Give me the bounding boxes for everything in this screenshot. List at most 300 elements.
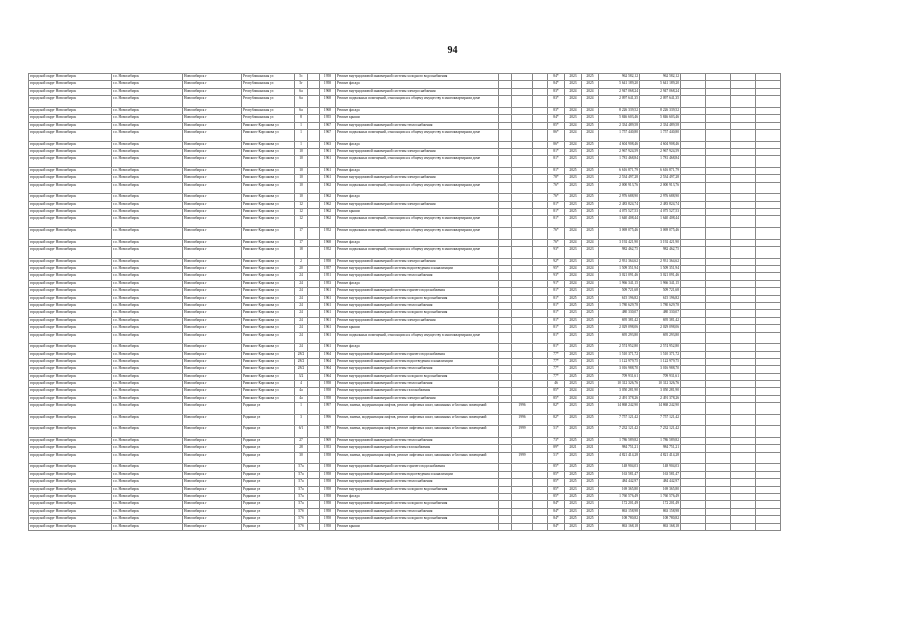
building-cell	[308, 96, 320, 108]
settlement-cell: г.о. Новосибирск	[112, 523, 183, 530]
blank-cell	[731, 266, 756, 273]
district-cell: городской округ Новосибирск	[29, 358, 112, 365]
wear-cell: 83*	[548, 96, 565, 108]
marker-cell	[533, 201, 548, 208]
table-row	[29, 129, 781, 141]
house-cell: 6а	[295, 96, 308, 108]
wear-cell: 81*	[548, 201, 565, 208]
cost-total-cell: 2 534 497,28	[599, 175, 640, 182]
locality-cell: Новосибирск г	[183, 228, 242, 240]
year-built-cell: 1961	[320, 295, 336, 302]
blank-cell	[706, 280, 731, 287]
blank-cell	[731, 182, 756, 194]
locality-cell: Новосибирск г	[183, 302, 242, 309]
cost-fund-cell: 1 786 589,82	[640, 438, 681, 445]
work-type-cell: Ремонт крыши	[336, 325, 499, 332]
cost-total-cell: 863 168,18	[599, 523, 640, 530]
district-cell: городской округ Новосибирск	[29, 395, 112, 402]
year-built-cell: 1961	[320, 325, 336, 332]
marker-cell	[533, 344, 548, 351]
blank-cell	[756, 295, 781, 302]
work-type-cell: Ремонт подвальных помещений, относящихся к общему имуществу в многоквартирном доме	[336, 182, 499, 194]
district-cell: городской округ Новосибирск	[29, 479, 112, 486]
blank-cell	[681, 508, 706, 515]
street-cell: Римского-Корсакова ул	[242, 167, 295, 174]
work-type-cell: Ремонт подвальных помещений, относящихся к общему имуществу в многоквартирном доме	[336, 228, 499, 240]
cost-fund-cell: 1 757 440,80	[640, 129, 681, 141]
district-cell: городской округ Новосибирск	[29, 288, 112, 295]
building-cell	[308, 523, 320, 530]
blank-cell	[706, 239, 731, 246]
street-cell: Республиканская ул	[242, 88, 295, 95]
wear-cell: 76*	[548, 194, 565, 201]
blank-cell	[706, 452, 731, 464]
blank-cell	[756, 471, 781, 478]
district-cell: городской округ Новосибирск	[29, 344, 112, 351]
plan-start-cell: 2023	[565, 115, 582, 122]
blank-cell	[681, 182, 706, 194]
locality-cell: Новосибирск г	[183, 141, 242, 148]
street-cell: Римского-Корсакова ул	[242, 332, 295, 344]
building-cell	[308, 280, 320, 287]
plan-start-cell: 2025	[565, 167, 582, 174]
lift-year-cell	[512, 273, 533, 280]
building-cell	[308, 479, 320, 486]
settlement-cell: г.о. Новосибирск	[112, 182, 183, 194]
blank-cell	[681, 479, 706, 486]
year-built-cell: 1961	[320, 167, 336, 174]
table-row	[29, 148, 781, 155]
district-cell: городской округ Новосибирск	[29, 508, 112, 515]
house-cell: 24	[295, 325, 308, 332]
year-built-cell: 1961	[320, 310, 336, 317]
blank-cell	[681, 216, 706, 228]
lift-year-cell	[512, 295, 533, 302]
cost-fund-cell: 2 029 098,06	[640, 325, 681, 332]
building-cell	[308, 325, 320, 332]
lift-year-cell	[512, 115, 533, 122]
locality-cell: Новосибирск г	[183, 395, 242, 402]
marker-cell	[533, 156, 548, 168]
blank-cell	[681, 493, 706, 500]
table-row	[29, 426, 781, 438]
street-cell: Родники ул	[242, 523, 295, 530]
plan-start-cell: 2023	[565, 452, 582, 464]
street-cell: Республиканская ул	[242, 96, 295, 108]
building-cell	[308, 344, 320, 351]
table-row	[29, 247, 781, 259]
plan-end-cell: 2025	[582, 182, 599, 194]
blank-cell	[681, 148, 706, 155]
plan-end-cell: 2023	[582, 351, 599, 358]
extra-cell	[499, 516, 512, 523]
cost-fund-cell: 863 168,18	[640, 523, 681, 530]
district-cell: городской округ Новосибирск	[29, 351, 112, 358]
blank-cell	[681, 325, 706, 332]
cost-fund-cell: 14 868 242,90	[640, 403, 681, 415]
building-cell	[308, 403, 320, 415]
work-type-cell: Ремонт фасада	[336, 141, 499, 148]
blank-cell	[706, 273, 731, 280]
plan-start-cell: 2023	[565, 216, 582, 228]
table-row	[29, 266, 781, 273]
year-built-cell: 1968	[320, 239, 336, 246]
blank-cell	[756, 344, 781, 351]
lift-year-cell	[512, 141, 533, 148]
building-cell	[308, 74, 320, 81]
cost-total-cell: 163 581,47	[599, 471, 640, 478]
blank-cell	[756, 501, 781, 508]
district-cell: городской округ Новосибирск	[29, 96, 112, 108]
blank-cell	[731, 351, 756, 358]
year-built-cell: 1968	[320, 96, 336, 108]
blank-cell	[681, 247, 706, 259]
settlement-cell: г.о. Новосибирск	[112, 148, 183, 155]
cost-fund-cell: 1 122 979,75	[640, 358, 681, 365]
house-cell: 8	[295, 115, 308, 122]
lift-year-cell	[512, 258, 533, 265]
plan-end-cell: 2023	[582, 247, 599, 259]
work-type-cell: Ремонт внутридомовой инженерной системы горячего водоснабжения	[336, 464, 499, 471]
blank-cell	[756, 216, 781, 228]
blank-cell	[681, 107, 706, 114]
blank-cell	[756, 201, 781, 208]
plan-start-cell: 2024	[565, 280, 582, 287]
street-cell: Родники ул	[242, 426, 295, 438]
extra-cell	[499, 445, 512, 452]
work-type-cell: Ремонт внутридомовой инженерной системы теплоснабжения	[336, 381, 499, 388]
table-row	[29, 182, 781, 194]
year-built-cell: 1969	[320, 438, 336, 445]
locality-cell: Новосибирск г	[183, 452, 242, 464]
table-row	[29, 258, 781, 265]
lift-year-cell	[512, 381, 533, 388]
cost-fund-cell: 2 491 378,26	[640, 395, 681, 402]
locality-cell: Новосибирск г	[183, 216, 242, 228]
district-cell: городской округ Новосибирск	[29, 516, 112, 523]
blank-cell	[756, 414, 781, 426]
house-cell: 4	[295, 381, 308, 388]
blank-cell	[756, 122, 781, 129]
building-cell	[308, 351, 320, 358]
blank-cell	[731, 209, 756, 216]
table-row	[29, 358, 781, 365]
house-cell: 28	[295, 445, 308, 452]
settlement-cell: г.о. Новосибирск	[112, 288, 183, 295]
blank-cell	[756, 358, 781, 365]
table-row	[29, 167, 781, 174]
blank-cell	[681, 344, 706, 351]
lift-year-cell	[512, 325, 533, 332]
plan-end-cell: 2024	[582, 395, 599, 402]
blank-cell	[706, 438, 731, 445]
blank-cell	[681, 201, 706, 208]
locality-cell: Новосибирск г	[183, 266, 242, 273]
extra-cell	[499, 471, 512, 478]
street-cell: Римского-Корсакова ул	[242, 288, 295, 295]
year-built-cell: 1963	[320, 141, 336, 148]
house-cell: 20	[295, 266, 308, 273]
lift-year-cell	[512, 280, 533, 287]
blank-cell	[756, 508, 781, 515]
extra-cell	[499, 74, 512, 81]
blank-cell	[681, 332, 706, 344]
extra-cell	[499, 209, 512, 216]
blank-cell	[681, 310, 706, 317]
blank-cell	[681, 426, 706, 438]
district-cell: городской округ Новосибирск	[29, 141, 112, 148]
lift-year-cell	[512, 332, 533, 344]
street-cell: Республиканская ул	[242, 107, 295, 114]
plan-start-cell: 2024	[565, 239, 582, 246]
blank-cell	[731, 216, 756, 228]
building-cell	[308, 317, 320, 324]
street-cell: Римского-Корсакова ул	[242, 129, 295, 141]
work-type-cell: Ремонт внутридомовой инженерной системы электроснабжения	[336, 88, 499, 95]
work-type-cell: Ремонт внутридомовой инженерной системы водоотведения и канализации	[336, 471, 499, 478]
extra-cell	[499, 88, 512, 95]
lift-year-cell	[512, 508, 533, 515]
street-cell: Римского-Корсакова ул	[242, 302, 295, 309]
blank-cell	[706, 129, 731, 141]
building-cell	[308, 310, 320, 317]
house-cell: 24	[295, 317, 308, 324]
plan-start-cell: 2024	[565, 96, 582, 108]
blank-cell	[681, 501, 706, 508]
wear-cell: 77*	[548, 358, 565, 365]
cost-total-cell: 7 232 121,42	[599, 426, 640, 438]
cost-fund-cell: 2 931 364,62	[640, 258, 681, 265]
wear-cell: 83*	[548, 88, 565, 95]
house-cell: 57б	[295, 516, 308, 523]
lift-year-cell: 1999	[512, 452, 533, 464]
cost-total-cell: 3 069 075,46	[599, 228, 640, 240]
settlement-cell: г.о. Новосибирск	[112, 96, 183, 108]
year-built-cell: 1962	[320, 182, 336, 194]
marker-cell	[533, 280, 548, 287]
cost-fund-cell: 5 846 603,46	[640, 115, 681, 122]
year-built-cell: 1958	[320, 81, 336, 88]
wear-cell: 81*	[548, 332, 565, 344]
blank-cell	[681, 258, 706, 265]
plan-end-cell: 2025	[582, 194, 599, 201]
blank-cell	[681, 239, 706, 246]
plan-end-cell: 2024	[582, 96, 599, 108]
blank-cell	[756, 493, 781, 500]
work-type-cell: Ремонт внутридомовой инженерной системы газоснабжения	[336, 445, 499, 452]
building-cell	[308, 464, 320, 471]
blank-cell	[731, 358, 756, 365]
year-built-cell: 1958	[320, 388, 336, 395]
marker-cell	[533, 247, 548, 259]
blank-cell	[756, 426, 781, 438]
cost-fund-cell: 982 462,75	[640, 247, 681, 259]
district-cell: городской округ Новосибирск	[29, 426, 112, 438]
marker-cell	[533, 438, 548, 445]
blank-cell	[756, 332, 781, 344]
lift-year-cell	[512, 516, 533, 523]
blank-cell	[731, 381, 756, 388]
marker-cell	[533, 258, 548, 265]
cost-fund-cell: 7 757 121,42	[640, 414, 681, 426]
marker-cell	[533, 115, 548, 122]
blank-cell	[756, 351, 781, 358]
plan-end-cell: 2025	[582, 523, 599, 530]
extra-cell	[499, 295, 512, 302]
year-built-cell: 1958	[320, 523, 336, 530]
building-cell	[308, 414, 320, 426]
blank-cell	[731, 403, 756, 415]
blank-cell	[706, 201, 731, 208]
blank-cell	[706, 288, 731, 295]
street-cell: Римского-Корсакова ул	[242, 310, 295, 317]
locality-cell: Новосибирск г	[183, 122, 242, 129]
year-built-cell: 1958	[320, 395, 336, 402]
wear-cell: 81*	[548, 295, 565, 302]
street-cell: Родники ул	[242, 471, 295, 478]
lift-year-cell	[512, 317, 533, 324]
lift-year-cell: 1999	[512, 426, 533, 438]
cost-total-cell: 148 904,03	[599, 464, 640, 471]
blank-cell	[706, 471, 731, 478]
work-type-cell: Ремонт внутридомовой инженерной системы горячего водоснабжения	[336, 351, 499, 358]
settlement-cell: г.о. Новосибирск	[112, 471, 183, 478]
blank-cell	[681, 167, 706, 174]
settlement-cell: г.о. Новосибирск	[112, 445, 183, 452]
blank-cell	[681, 445, 706, 452]
extra-cell	[499, 344, 512, 351]
cost-fund-cell: 163 581,47	[640, 471, 681, 478]
blank-cell	[731, 317, 756, 324]
marker-cell	[533, 395, 548, 402]
settlement-cell: г.о. Новосибирск	[112, 122, 183, 129]
street-cell: Римского-Корсакова ул	[242, 317, 295, 324]
cost-fund-cell: 3 192 421,90	[640, 239, 681, 246]
settlement-cell: г.о. Новосибирск	[112, 388, 183, 395]
settlement-cell: г.о. Новосибирск	[112, 175, 183, 182]
marker-cell	[533, 332, 548, 344]
work-type-cell: Ремонт внутридомовой инженерной системы теплоснабжения	[336, 438, 499, 445]
blank-cell	[681, 273, 706, 280]
settlement-cell: г.о. Новосибирск	[112, 310, 183, 317]
district-cell: городской округ Новосибирск	[29, 501, 112, 508]
table-row	[29, 209, 781, 216]
street-cell: Римского-Корсакова ул	[242, 280, 295, 287]
lift-year-cell	[512, 366, 533, 373]
locality-cell: Новосибирск г	[183, 501, 242, 508]
plan-end-cell: 2025	[582, 81, 599, 88]
blank-cell	[756, 81, 781, 88]
house-cell: 27	[295, 438, 308, 445]
building-cell	[308, 445, 320, 452]
blank-cell	[681, 381, 706, 388]
street-cell: Римского-Корсакова ул	[242, 209, 295, 216]
locality-cell: Новосибирск г	[183, 493, 242, 500]
table-row	[29, 81, 781, 88]
house-cell: 10	[295, 194, 308, 201]
cost-total-cell: 695 293,80	[599, 332, 640, 344]
work-type-cell: Ремонт внутридомовой инженерной системы холодного водоснабжения	[336, 295, 499, 302]
work-type-cell: Ремонт фасада	[336, 344, 499, 351]
cost-fund-cell: 1 966 341,15	[640, 280, 681, 287]
plan-start-cell: 2023	[565, 426, 582, 438]
district-cell: городской округ Новосибирск	[29, 216, 112, 228]
year-built-cell: 1964	[320, 373, 336, 380]
plan-end-cell: 2025	[582, 141, 599, 148]
year-built-cell: 1964	[320, 351, 336, 358]
lift-year-cell	[512, 388, 533, 395]
cost-total-cell: 695 381,42	[599, 317, 640, 324]
marker-cell	[533, 486, 548, 493]
locality-cell: Новосибирск г	[183, 358, 242, 365]
lift-year-cell	[512, 445, 533, 452]
house-cell: 6а	[295, 107, 308, 114]
settlement-cell: г.о. Новосибирск	[112, 358, 183, 365]
cost-total-cell: 709 931,61	[599, 373, 640, 380]
year-built-cell: 1958	[320, 74, 336, 81]
cost-total-cell: 3 016 988,70	[599, 366, 640, 373]
work-type-cell: Ремонт внутридомовой инженерной системы теплоснабжения	[336, 122, 499, 129]
district-cell: городской округ Новосибирск	[29, 325, 112, 332]
street-cell: Родники ул	[242, 501, 295, 508]
work-type-cell: Ремонт, замена, модернизация лифтов, ремонт лифтовых шахт, машинных и блочных помещений	[336, 452, 499, 464]
locality-cell: Новосибирск г	[183, 366, 242, 373]
settlement-cell: г.о. Новосибирск	[112, 88, 183, 95]
building-cell	[308, 486, 320, 493]
cost-fund-cell: 3 021 091,46	[640, 273, 681, 280]
plan-end-cell: 2025	[582, 403, 599, 415]
year-built-cell: 1958	[320, 493, 336, 500]
settlement-cell: г.о. Новосибирск	[112, 479, 183, 486]
district-cell: городской округ Новосибирск	[29, 381, 112, 388]
street-cell: Римского-Корсакова ул	[242, 141, 295, 148]
lift-year-cell: 1996	[512, 403, 533, 415]
table-row	[29, 96, 781, 108]
lift-year-cell	[512, 129, 533, 141]
blank-cell	[681, 516, 706, 523]
house-cell: 57а	[295, 479, 308, 486]
work-type-cell: Ремонт крыши	[336, 115, 499, 122]
blank-cell	[706, 194, 731, 201]
blank-cell	[756, 302, 781, 309]
year-built-cell: 1961	[320, 175, 336, 182]
year-built-cell: 1955	[320, 115, 336, 122]
marker-cell	[533, 471, 548, 478]
street-cell: Республиканская ул	[242, 81, 295, 88]
settlement-cell: г.о. Новосибирск	[112, 201, 183, 208]
locality-cell: Новосибирск г	[183, 325, 242, 332]
blank-cell	[731, 426, 756, 438]
blank-cell	[681, 438, 706, 445]
plan-start-cell: 2025	[565, 302, 582, 309]
house-cell: 57а	[295, 486, 308, 493]
settlement-cell: г.о. Новосибирск	[112, 167, 183, 174]
settlement-cell: г.о. Новосибирск	[112, 115, 183, 122]
blank-cell	[731, 201, 756, 208]
lift-year-cell	[512, 266, 533, 273]
wear-cell: 84*	[548, 523, 565, 530]
district-cell: городской округ Новосибирск	[29, 445, 112, 452]
cost-fund-cell: 2 976 688,90	[640, 194, 681, 201]
blank-cell	[756, 194, 781, 201]
locality-cell: Новосибирск г	[183, 317, 242, 324]
plan-start-cell: 2024	[565, 388, 582, 395]
district-cell: городской округ Новосибирск	[29, 302, 112, 309]
locality-cell: Новосибирск г	[183, 381, 242, 388]
blank-cell	[731, 96, 756, 108]
blank-cell	[731, 167, 756, 174]
marker-cell	[533, 129, 548, 141]
